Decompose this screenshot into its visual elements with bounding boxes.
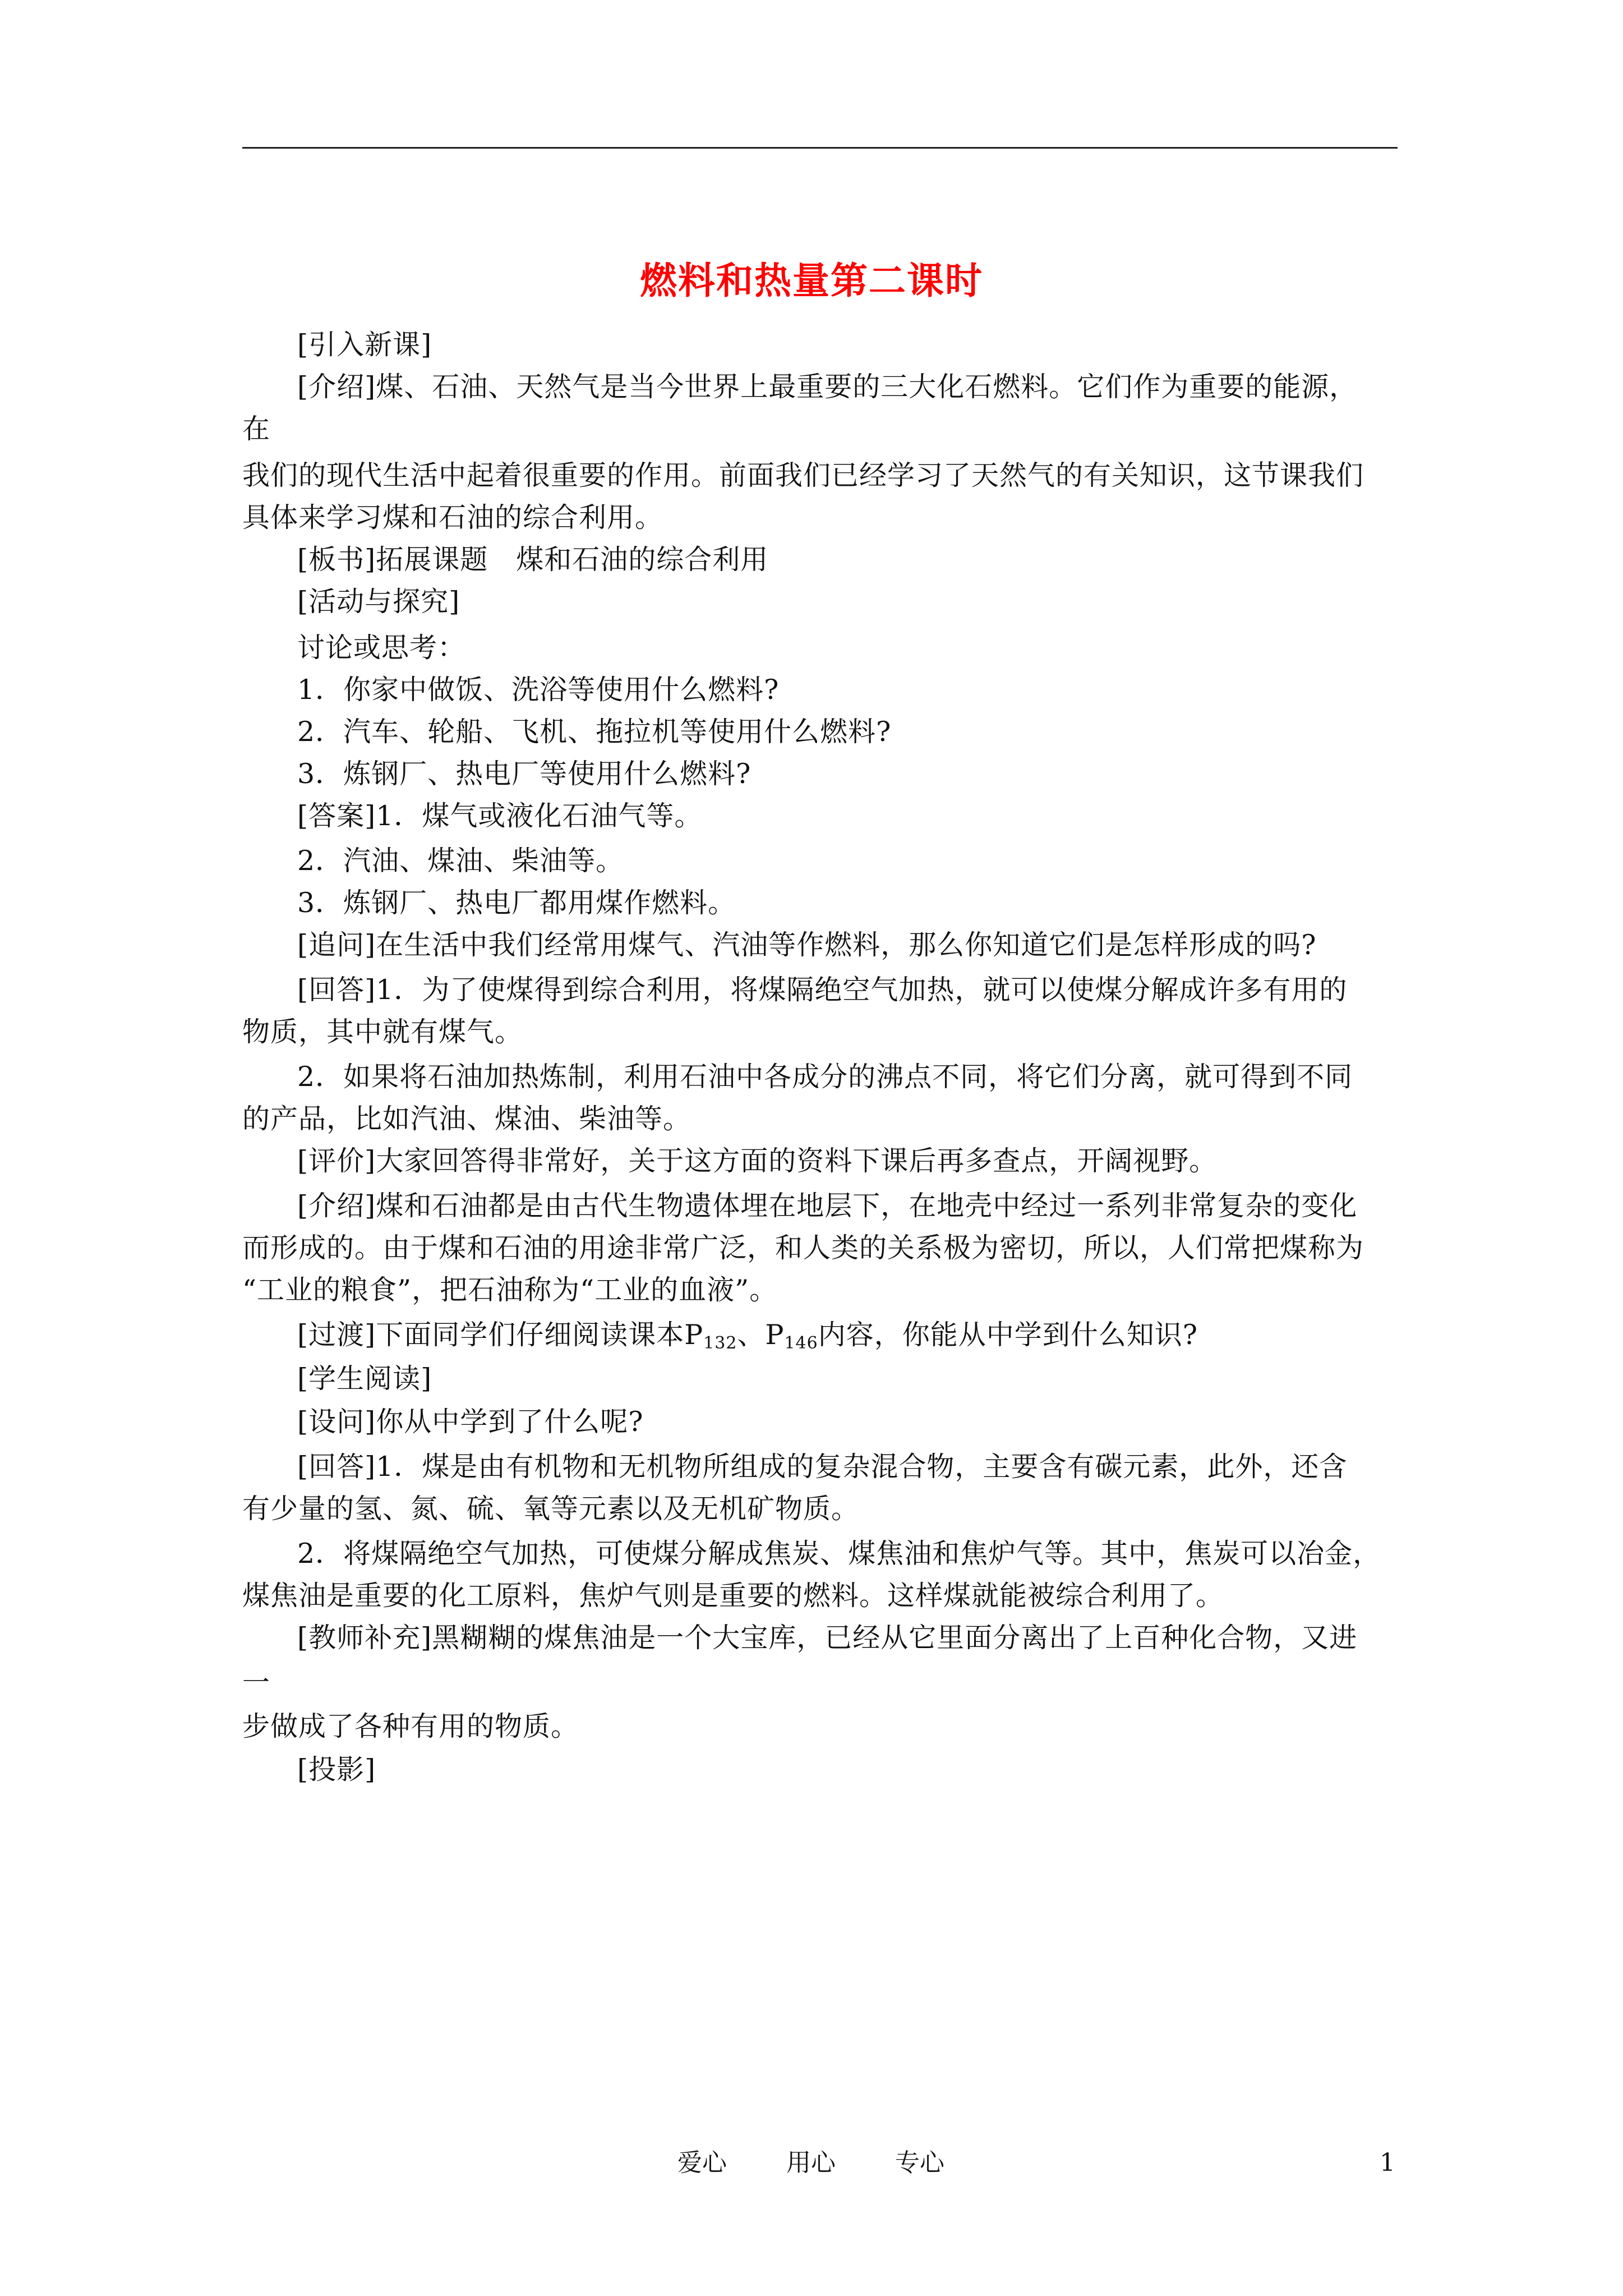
text-line: 2．汽车、轮船、飞机、拖拉机等使用什么燃料? [297,716,892,748]
text-line: 讨论或思考： [297,632,466,664]
text-line: 而形成的。由于煤和石油的用途非常广泛，和人类的关系极为密切，所以，人们常把煤称为 [242,1232,1364,1264]
transition-suffix: 内容，你能从中学到什么知识? [818,1319,1198,1351]
text-line: [答案]1．煤气或液化石油气等。 [297,800,703,832]
text-line-transition [297,1318,1198,1352]
text-line: [引入新课] [297,329,432,361]
footer-slogan [677,2147,1004,2179]
text-line: [回答]1．为了使煤得到综合利用，将煤隔绝空气加热，就可以使煤分解成许多有用的 [297,974,1348,1006]
text-line: 3．炼钢厂、热电厂都用煤作燃料。 [297,887,736,919]
text-line: 2．如果将石油加热炼制，利用石油中各成分的沸点不同，将它们分离，就可得到不同 [297,1061,1353,1093]
text-line: 2．将煤隔绝空气加热，可使煤分解成焦炭、煤焦油和焦炉气等。其中，焦炭可以冶金， [297,1538,1381,1570]
footer-slogan-item: 专心 [895,2148,944,2177]
text-line: 步做成了各种有用的物质。 [242,1710,579,1742]
text-line: 一 [242,1667,271,1699]
text-line: [设问]你从中学到了什么呢? [297,1406,644,1438]
text-line: 2．汽油、煤油、柴油等。 [297,845,624,877]
text-line: [投影] [297,1754,376,1786]
text-line: [板书]拓展课题 煤和石油的综合利用 [297,544,769,576]
page-ref-subscript: 132 [703,1333,737,1353]
text-line: [介绍]煤和石油都是由古代生物遗体埋在地层下，在地壳中经过一系列非常复杂的变化 [297,1190,1358,1222]
text-line: [追问]在生活中我们经常用煤气、汽油等作燃料，那么你知道它们是怎样形成的吗? [297,929,1317,961]
text-line: [教师补充]黑糊糊的煤焦油是一个大宝库，已经从它里面分离出了上百种化合物，又进 [297,1622,1358,1654]
footer-slogan-item: 用心 [786,2148,836,2177]
text-line: 煤焦油是重要的化工原料，焦炉气则是重要的燃料。这样煤就能被综合利用了。 [242,1580,1224,1612]
text-line: 3．炼钢厂、热电厂等使用什么燃料? [297,758,751,790]
page-title: 燃料和热量第二课时 [640,259,983,302]
text-line: 我们的现代生活中起着很重要的作用。前面我们已经学习了天然气的有关知识，这节课我们 [242,459,1364,491]
text-line: [介绍]煤、石油、天然气是当今世界上最重要的三大化石燃料。它们作为重要的能源， [297,371,1358,403]
text-line: 在 [242,413,271,445]
text-line: 1．你家中做饭、洗浴等使用什么燃料? [297,674,780,706]
page-number: 1 [1380,2148,1395,2177]
transition-prefix: [过渡]下面同学们仔细阅读课本P [297,1319,704,1351]
text-line: 的产品，比如汽油、煤油、柴油等。 [242,1103,691,1135]
text-line: [回答]1．煤是由有机物和无机物所组成的复杂混合物，主要含有碳元素，此外，还含 [297,1451,1348,1483]
text-line: 具体来学习煤和石油的综合利用。 [242,501,663,533]
footer-slogan-item: 爱心 [677,2148,727,2177]
text-line: 物质，其中就有煤气。 [242,1016,523,1048]
text-line: “工业的粮食”，把石油称为“工业的血液”。 [242,1274,778,1306]
text-line: [学生阅读] [297,1363,432,1395]
text-line: 有少量的氢、氮、硫、氧等元素以及无机矿物质。 [242,1493,860,1525]
text-line: [评价]大家回答得非常好，关于这方面的资料下课后再多查点，开阔视野。 [297,1145,1218,1177]
header-rule [242,147,1398,149]
text-line: [活动与探究] [297,586,460,618]
page-ref-subscript: 146 [784,1333,818,1353]
transition-mid: 、P [737,1319,785,1351]
